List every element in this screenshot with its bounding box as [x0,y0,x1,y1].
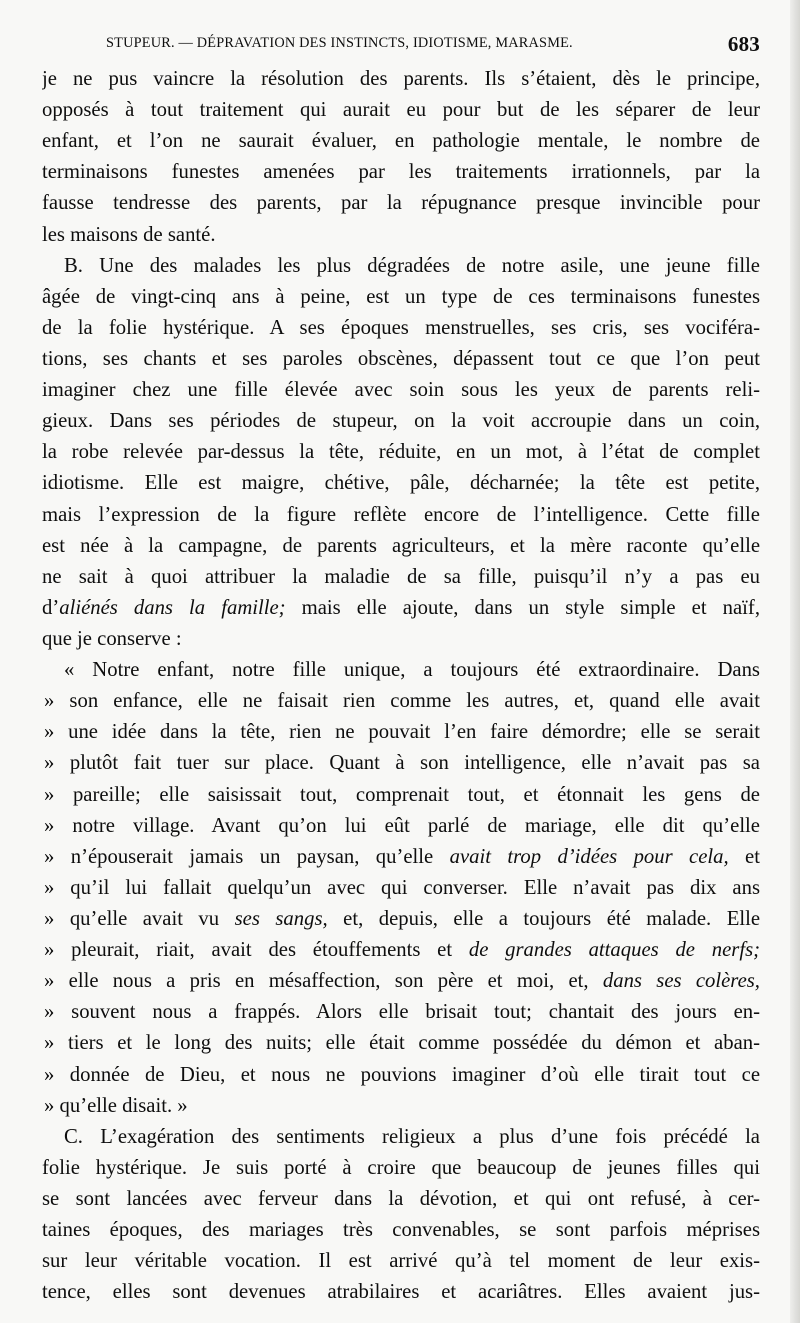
italic-phrase: ses sangs, [234,907,328,930]
italic-phrase: aliénés dans la famille; [59,596,286,619]
text-line: gieux. Dans ses périodes de stupeur, on la voit accroupie dans un coin, [42,410,760,433]
paragraph-b-first-line: B. Une des malades les plus dégradées de notre asile, une jeune fille [64,254,760,277]
text-line: je ne pus vaincre la résolution des parents. Ils s’étaient, dès le principe, [42,68,760,90]
body-text [42,64,760,1308]
text-line: que je conserve : [42,627,182,650]
italic-phrase: de grandes attaques de nerfs; [468,939,760,962]
text-line: mais l’expression de la figure reflète encore de l’intelligence. Cette fille [42,503,760,526]
quotation-line: » pareille; elle saisissait tout, comprenait tout, et étonnait les gens de [44,783,760,806]
text-segment: et, depuis, elle a toujours été malade. Elle [327,907,760,930]
text-segment: » pleurait, riait, avait des étouffements et [44,939,469,962]
quotation-line: » qu’il lui fallait quelqu’un avec qui converser. Elle n’avait pas dix ans [44,876,760,899]
quotation-line: » donnée de Dieu, et nous ne pouvions imaginer d’où elle tirait tout ce [44,1063,760,1086]
quotation-line: » plutôt fait tuer sur place. Quant à son intelligence, elle n’avait pas sa [44,752,760,775]
running-title: STUPEUR. — DÉPRAVATION DES INSTINCTS, IDIOTISME, MARASME. [106,35,573,51]
text-segment: d’ [42,596,60,619]
text-line: sur leur véritable vocation. Il est arrivé qu’à tel moment de leur exis- [42,1250,760,1273]
page-header [106,32,760,56]
text-line-with-italic [42,593,760,624]
text-segment: mais elle ajoute, dans un style simple et naïf, [285,596,760,619]
quotation-line: » une idée dans la tête, rien ne pouvait l’en faire démordre; elle se serait [44,721,760,744]
text-line: de la folie hystérique. A ses époques menstruelles, ses cris, ses vociféra- [42,316,760,339]
text-segment: et [728,845,760,868]
text-line: les maisons de santé. [42,223,216,246]
quotation-first-line: « Notre enfant, notre fille unique, a toujours été extraordinaire. Dans [64,659,760,682]
text-line: idiotisme. Elle est maigre, chétive, pâle, décharnée; la tête est petite, [42,472,760,495]
text-line: tions, ses chants et ses paroles obscènes, dépassent tout ce que l’on peut [42,347,760,370]
text-line: est née à la campagne, de parents agriculteurs, et la mère raconte qu’elle [42,534,760,557]
text-segment: » elle nous a pris en mésaffection, son père et moi, et, [44,970,603,993]
text-segment: » n’épouserait jamais un paysan, qu’elle [44,845,450,868]
text-line: enfant, et l’on ne saurait évaluer, en pathologie mentale, le nombre de [42,130,760,153]
quotation-line: » qu’elle disait. » [44,1094,188,1117]
quotation-line: » notre village. Avant qu’on lui eût parlé de mariage, elle dit qu’elle [44,814,760,837]
text-line: la robe relevée par-dessus la tête, réduite, en un mot, à l’état de complet [42,441,760,464]
paragraph-c-first-line: C. L’exagération des sentiments religieux a plus d’une fois précédé la [64,1125,760,1148]
text-line: opposés à tout traitement qui aurait eu pour but de les séparer de leur [42,99,760,122]
text-line: tence, elles sont devenues atrabilaires et acariâtres. Elles avaient jus- [42,1281,760,1304]
italic-phrase: avait trop d’idées pour cela, [449,845,729,868]
text-line: terminaisons funestes amenées par les traitements irrationnels, par la [42,161,760,184]
quotation-line-with-italic [42,842,760,873]
text-line: imaginer chez une fille élevée avec soin sous les yeux de parents reli- [42,379,760,402]
text-line: ne sait à quoi attribuer la maladie de sa fille, puisqu’il n’y a pas eu [42,565,760,588]
text-line: taines époques, des mariages très convenables, se sont parfois méprises [42,1219,760,1242]
text-line: fausse tendresse des parents, par la répugnance presque invincible pour [42,192,760,215]
text-segment: » qu’elle avait vu [44,907,235,930]
quotation-line-with-italic [42,966,760,997]
quotation-line-with-italic [42,935,760,966]
text-line: âgée de vingt-cinq ans à peine, est un type de ces terminaisons funestes [42,285,760,308]
text-line: folie hystérique. Je suis porté à croire que beaucoup de jeunes filles qui [42,1156,760,1179]
quotation-line-with-italic [42,904,760,935]
quotation-line: » tiers et le long des nuits; elle était comme possédée du démon et aban- [44,1032,760,1055]
quotation-line: » souvent nous a frappés. Alors elle brisait tout; chantait des jours en- [44,1001,760,1024]
text-line: se sont lancées avec ferveur dans la dévotion, et qui ont refusé, à cer- [42,1187,760,1210]
quotation-line: » son enfance, elle ne faisait rien comme les autres, et, quand elle avait [44,690,760,713]
page-number: 683 [727,32,760,56]
italic-phrase: dans ses colères, [602,970,760,993]
